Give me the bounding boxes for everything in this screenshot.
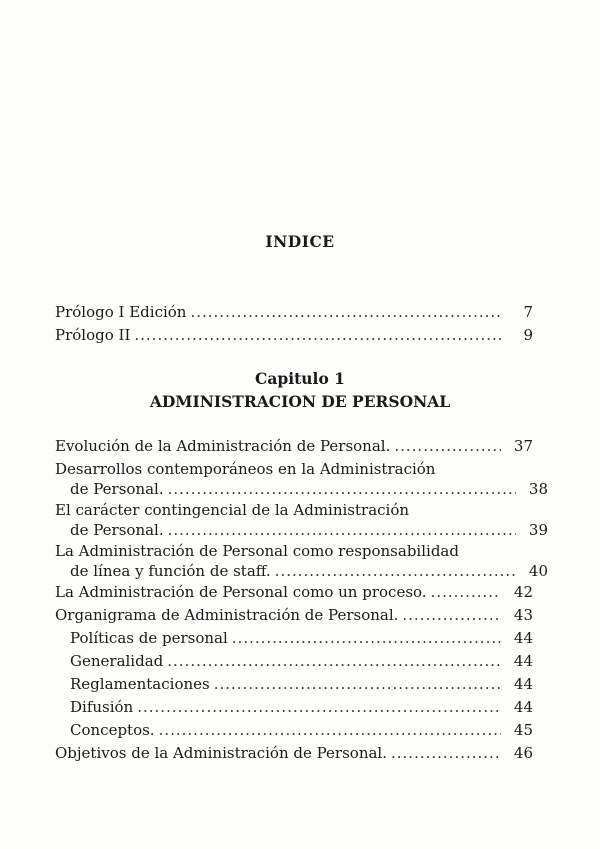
toc-entry-title: Generalidad [70, 652, 164, 670]
dot-leader [391, 743, 501, 763]
toc-entry-page: 44 [513, 652, 533, 670]
toc-entry-prologo-2 [55, 325, 533, 345]
dot-leader [275, 561, 516, 581]
toc-entry-title: Difusión [70, 698, 134, 716]
dot-leader [214, 674, 501, 694]
index-heading: INDICE [265, 232, 335, 251]
dot-leader [137, 697, 501, 717]
toc-entry [55, 459, 548, 499]
dot-leader [394, 436, 501, 456]
toc-subentry [70, 697, 533, 717]
toc-entry-page: 37 [513, 437, 533, 455]
toc-entry-title: La Administración de Personal como responsabilidad [55, 542, 459, 560]
toc-entry [55, 605, 533, 625]
toc-subentry [70, 674, 533, 694]
toc-entry-title: Políticas de personal [70, 629, 228, 647]
toc-entry-page: 42 [513, 583, 533, 601]
toc-entry-title: Prólogo I Edición [55, 303, 187, 321]
toc-entry-title: El carácter contingencial de la Administración [55, 501, 410, 519]
dot-leader [402, 605, 501, 625]
toc-entry-continuation: de Personal. [70, 521, 164, 539]
chapter-title: ADMINISTRACION DE PERSONAL [149, 392, 451, 411]
dot-leader [431, 582, 501, 602]
chapter-number: Capitulo 1 [255, 369, 345, 388]
toc-entry [55, 743, 533, 763]
toc-subentry [70, 651, 533, 671]
toc-entry-prologo-1 [55, 302, 533, 322]
dot-leader [190, 302, 501, 322]
toc-entry [55, 436, 533, 456]
toc-entry-page: 38 [528, 480, 548, 498]
toc-entry-page: 44 [513, 698, 533, 716]
toc-entry-page: 46 [513, 744, 533, 762]
toc-entry-title: Prólogo II [55, 326, 131, 344]
toc-entry-page: 39 [528, 521, 548, 539]
toc-entry-title: Conceptos. [70, 721, 155, 739]
dot-leader [232, 628, 501, 648]
toc-entry [55, 500, 548, 540]
toc-entry-title: Objetivos de la Administración de Personal. [55, 744, 387, 762]
toc-subentry [70, 720, 533, 740]
toc-entry-title: La Administración de Personal como un proceso. [55, 583, 427, 601]
toc-entry-page: 44 [513, 629, 533, 647]
toc-entry-title: Organigrama de Administración de Personal. [55, 606, 399, 624]
dot-leader [167, 651, 501, 671]
toc-entry-page: 40 [528, 562, 548, 580]
toc-entry [55, 541, 548, 581]
toc-entry-page: 44 [513, 675, 533, 693]
toc-entry-page: 43 [513, 606, 533, 624]
dot-leader [134, 325, 501, 345]
toc-entry-continuation: de línea y función de staff. [70, 562, 271, 580]
dot-leader [168, 520, 516, 540]
dot-leader [168, 479, 516, 499]
dot-leader [159, 720, 501, 740]
toc-entry-continuation: de Personal. [70, 480, 164, 498]
toc-entry-title: Reglamentaciones [70, 675, 210, 693]
toc-entry-title: Desarrollos contemporáneos en la Administración [55, 460, 436, 478]
toc-entry-page: 45 [513, 721, 533, 739]
toc-entry-page: 7 [523, 303, 533, 321]
toc-entry-title: Evolución de la Administración de Personal. [55, 437, 391, 455]
toc-subentry [70, 628, 533, 648]
toc-entry-page: 9 [523, 326, 533, 344]
toc-entry [55, 582, 533, 602]
